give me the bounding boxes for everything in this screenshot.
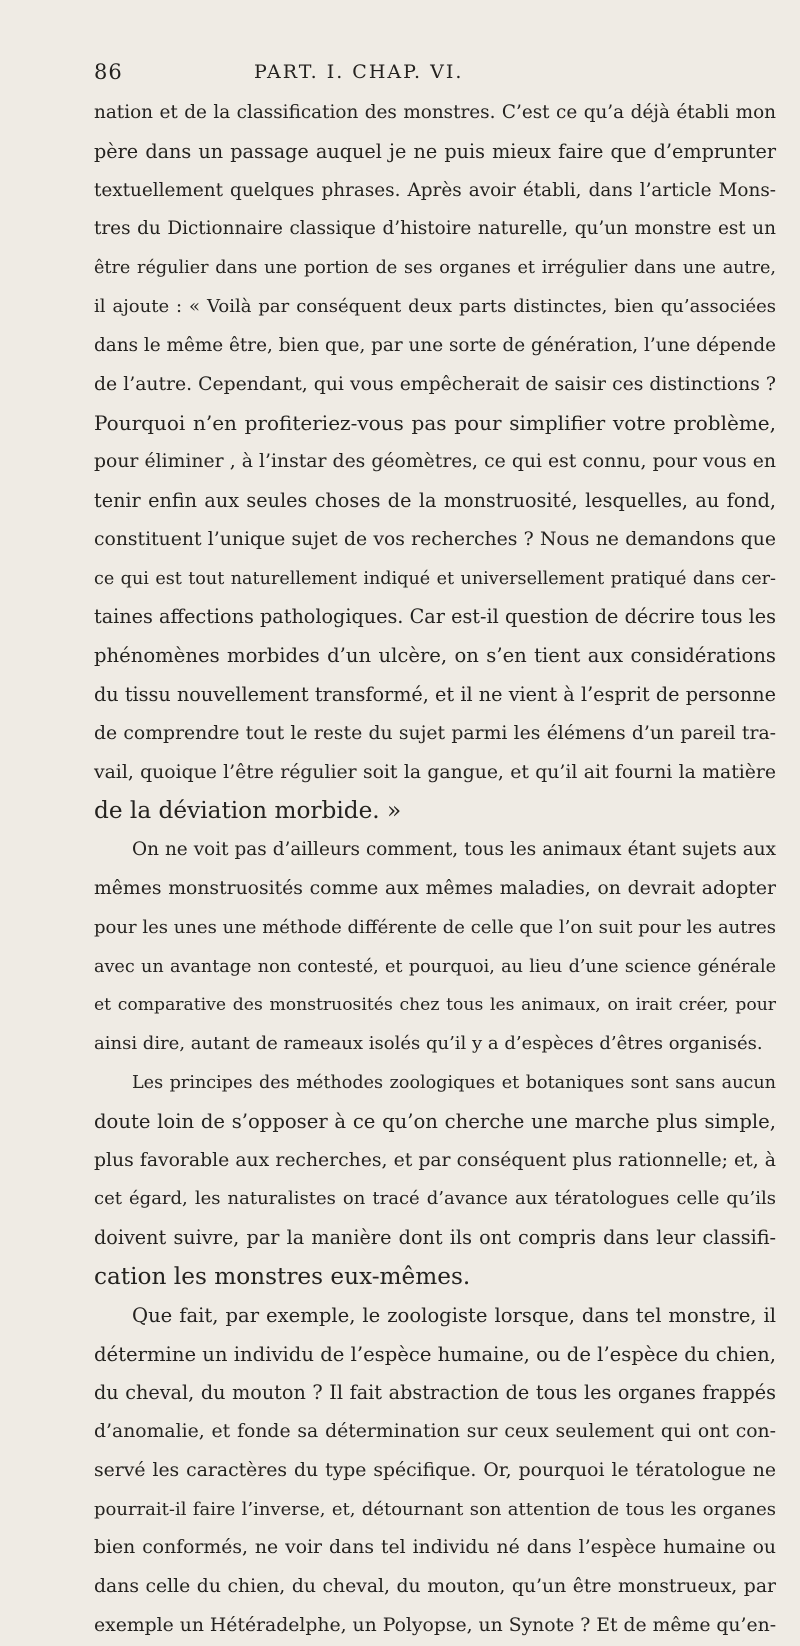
- text-line: du tissu nouvellement transformé, et il ne vient à l’esprit de personne: [94, 682, 776, 706]
- text-line: Que fait, par exemple, le zoologiste lorsque, dans tel monstre, il: [132, 1303, 776, 1327]
- page-number: 86: [94, 60, 123, 84]
- text-line: textuellement quelques phrases. Après avoir établi, dans l’article Mons-: [94, 179, 776, 201]
- text-line: et comparative des monstruosités chez tous les animaux, on irait créer, pour: [94, 995, 776, 1016]
- text-line: il ajoute : « Voilà par conséquent deux parts distinctes, bien qu’associées: [94, 295, 776, 317]
- text-line: d’anomalie, et fonde sa détermination sur ceux seulement qui ont con-: [94, 1421, 776, 1443]
- text-line: plus favorable aux recherches, et par conséquent plus rationnelle; et, à: [94, 1149, 776, 1171]
- text-line: taines affections pathologiques. Car est-il question de décrire tous les: [94, 605, 776, 629]
- text-line: constituent l’unique sujet de vos recherches ? Nous ne demandons que: [94, 528, 776, 550]
- text-line: ainsi dire, autant de rameaux isolés qu’il y a d’espèces d’êtres organisés.: [94, 1033, 763, 1055]
- text-line: mêmes monstruosités comme aux mêmes maladies, on devrait adopter: [94, 877, 776, 899]
- text-line: dans celle du chien, du cheval, du mouton, qu’un être monstrueux, par: [94, 1576, 776, 1598]
- text-line: Les principes des méthodes zoologiques et botaniques sont sans aucun: [132, 1072, 776, 1093]
- text-line: être régulier dans une portion de ses organes et irrégulier dans une autre,: [94, 258, 776, 279]
- text-line: nation et de la classification des monstres. C’est ce qu’a déjà établi mon: [94, 102, 776, 123]
- text-line: ce qui est tout naturellement indiqué et universellement pratiqué dans cer-: [94, 568, 776, 589]
- body-text: [94, 94, 776, 1646]
- text-line: pour les unes une méthode différente de celle que l’on suit pour les autres: [94, 916, 776, 938]
- text-line: cation les monstres eux-mêmes.: [94, 1262, 471, 1290]
- text-line: phénomènes morbides d’un ulcère, on s’en tient aux considérations: [94, 644, 776, 668]
- text-line: pourrait-il faire l’inverse, et, détournant son attention de tous les organes: [94, 1498, 776, 1520]
- text-line: dans le même être, bien que, par une sorte de génération, l’une dépende: [94, 334, 776, 356]
- text-line: tenir enfin aux seules choses de la monstruosité, lesquelles, au fond,: [94, 488, 776, 512]
- text-line: cet égard, les naturalistes on tracé d’avance aux tératologues celle qu’ils: [94, 1188, 776, 1210]
- page-header: [94, 60, 770, 94]
- text-line: de l’autre. Cependant, qui vous empêcherait de saisir ces distinctions ?: [94, 373, 776, 395]
- text-line: Pourquoi n’en profiteriez-vous pas pour simplifier votre problème,: [94, 411, 776, 436]
- text-line: servé les caractères du type spécifique. Or, pourquoi le tératologue ne: [94, 1459, 776, 1481]
- text-line: du cheval, du mouton ? Il fait abstraction de tous les organes frappés: [94, 1381, 776, 1405]
- text-line: de comprendre tout le reste du sujet parmi les élémens d’un pareil tra-: [94, 722, 776, 744]
- text-line: doivent suivre, par la manière dont ils ont compris dans leur classifi-: [94, 1226, 776, 1250]
- text-line: bien conformés, ne voir dans tel individu né dans l’espèce humaine ou: [94, 1537, 776, 1559]
- text-line: avec un avantage non contesté, et pourquoi, au lieu d’une science générale: [94, 956, 776, 977]
- text-line: tres du Dictionnaire classique d’histoire naturelle, qu’un monstre est un: [94, 218, 776, 240]
- text-line: père dans un passage auquel je ne puis mieux faire que d’emprunter: [94, 139, 776, 163]
- text-line: On ne voit pas d’ailleurs comment, tous les animaux étant sujets aux: [132, 839, 776, 861]
- text-line: de la déviation morbide. »: [94, 797, 402, 825]
- text-line: pour éliminer , à l’instar des géomètres, ce qui est connu, pour vous en: [94, 451, 776, 473]
- text-line: exemple un Hétéradelphe, un Polyopse, un Synote ? Et de même qu’en-: [94, 1615, 777, 1637]
- running-head: PART. I. CHAP. VI.: [254, 61, 464, 83]
- text-line: vail, quoique l’être régulier soit la gangue, et qu’il ait fourni la matière: [94, 761, 776, 783]
- text-line: doute loin de s’opposer à ce qu’on cherche une marche plus simple,: [94, 1109, 776, 1133]
- text-line: détermine un individu de l’espèce humaine, ou de l’espèce du chien,: [94, 1342, 776, 1366]
